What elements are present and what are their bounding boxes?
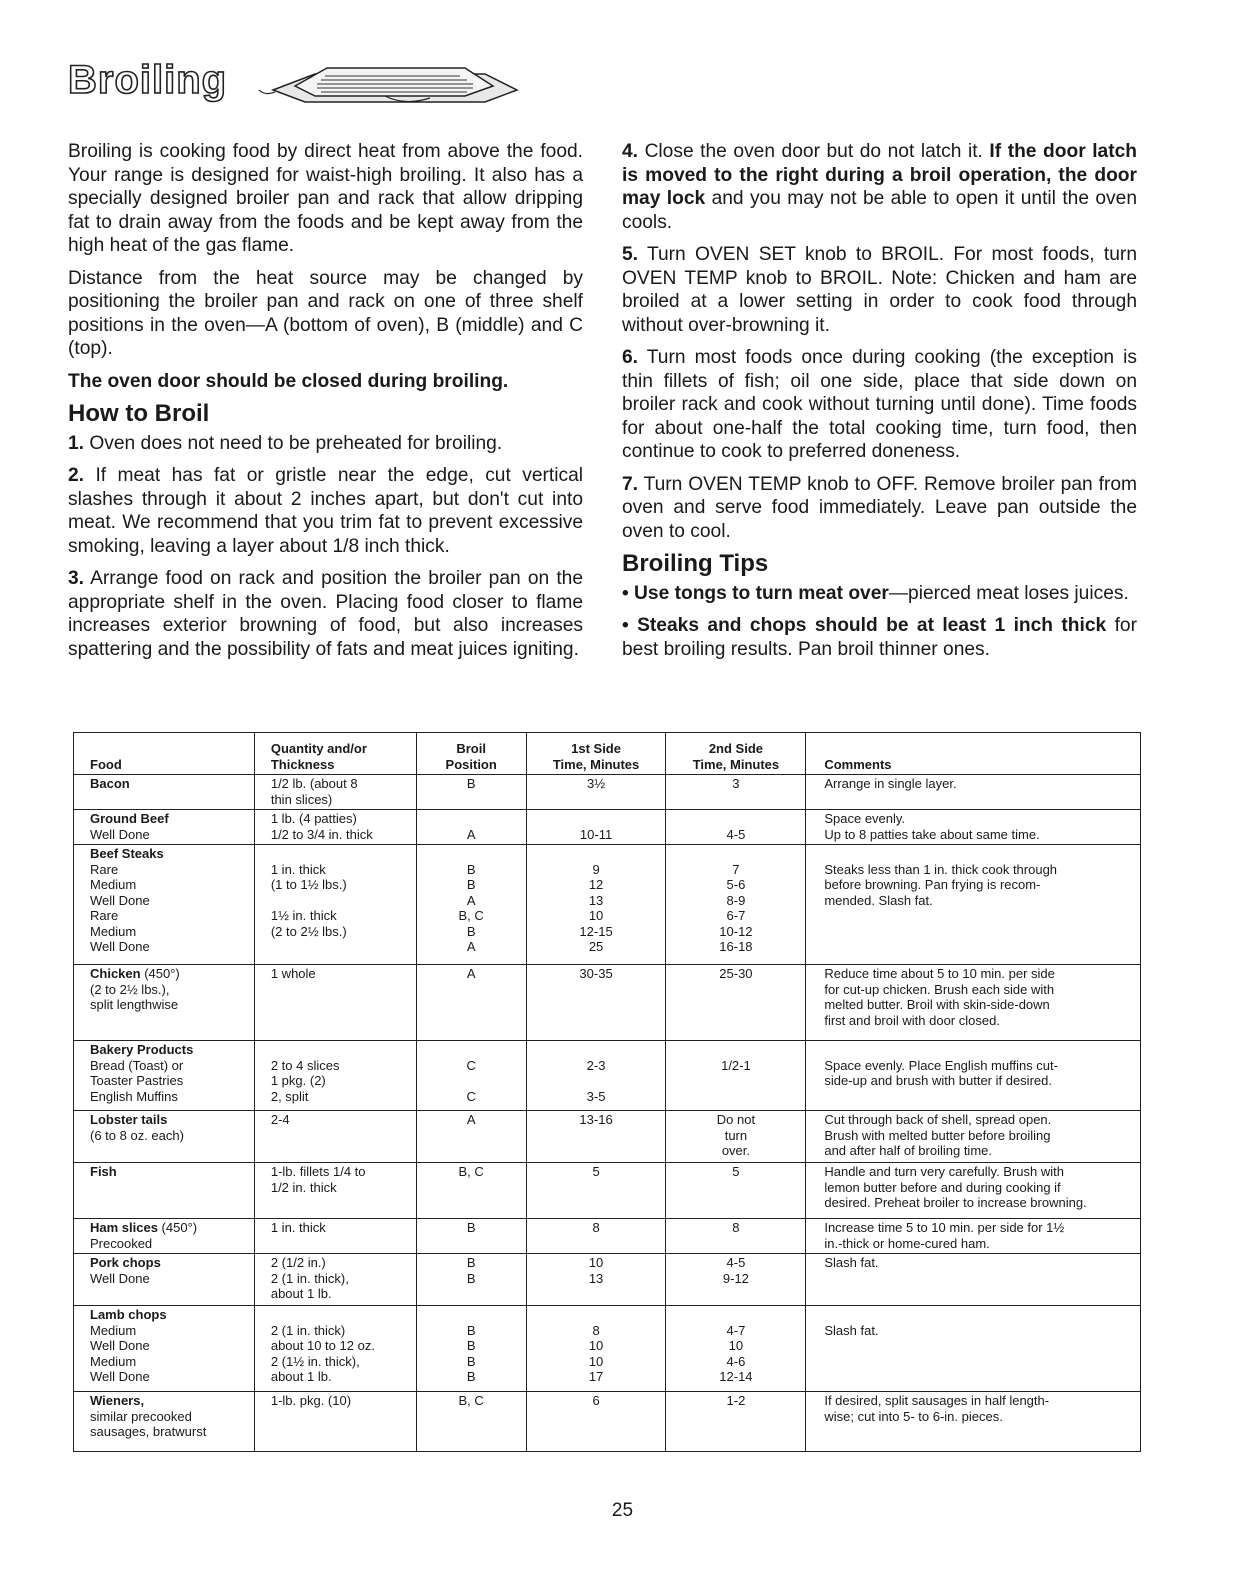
cell-food bbox=[74, 965, 255, 1041]
cell-first-side: 10 13 bbox=[526, 1254, 666, 1306]
cell-position: B B B B bbox=[416, 1306, 526, 1392]
cell-quantity: 1/2 lb. (about 8 thin slices) bbox=[254, 775, 416, 810]
food-detail: Well Done bbox=[90, 1270, 150, 1286]
cell-first-side: 8 10 10 17 bbox=[526, 1306, 666, 1392]
food-detail: Well Done bbox=[90, 826, 150, 842]
door-warning: The oven door should be closed during broiling. bbox=[68, 370, 509, 392]
cell-position: A bbox=[416, 965, 526, 1041]
table-row bbox=[74, 1392, 1141, 1452]
cell-first-side: 2-3 3-5 bbox=[526, 1041, 666, 1111]
step-text: and you may not be able to open it until the oven cools. bbox=[622, 188, 1137, 233]
cell-second-side: 25-30 bbox=[666, 965, 806, 1041]
cell-comments: Slash fat. bbox=[806, 1254, 1141, 1306]
cell-position: B, C bbox=[416, 1163, 526, 1219]
food-temp: (450°) bbox=[157, 1220, 198, 1235]
step-number: 5. bbox=[622, 244, 639, 265]
distance-paragraph: Distance from the heat source may be changed by positioning the broiler pan and rack on one of three shelf positions in the oven—A (bottom of oven), B (middle) and C (top). bbox=[68, 267, 583, 359]
cell-first-side: 30-35 bbox=[526, 965, 666, 1041]
table-row bbox=[74, 1306, 1141, 1392]
step-number: 6. bbox=[622, 347, 639, 368]
cell-first-side: 6 bbox=[526, 1392, 666, 1452]
step-number: 2. bbox=[68, 465, 85, 486]
tip-bold: • Steaks and chops should be at least 1 inch thick bbox=[622, 615, 1107, 636]
header-comments: Comments bbox=[806, 733, 1141, 775]
cell-position: A bbox=[416, 810, 526, 845]
cell-food bbox=[74, 1041, 255, 1111]
cell-quantity: 1 whole bbox=[254, 965, 416, 1041]
step-1 bbox=[68, 432, 583, 456]
step-4 bbox=[622, 140, 1137, 234]
food-detail: Precooked bbox=[90, 1235, 153, 1251]
food-name: Lamb chops bbox=[90, 1307, 167, 1322]
cell-second-side: 1/2-1 bbox=[666, 1041, 806, 1111]
table-row bbox=[74, 1163, 1141, 1219]
cell-comments: Increase time 5 to 10 min. per side for 1½ in.-thick or home-cured ham. bbox=[806, 1219, 1141, 1254]
cell-comments: If desired, split sausages in half length- wise; cut into 5- to 6-in. pieces. bbox=[806, 1392, 1141, 1452]
food-name: Wieners, bbox=[90, 1393, 145, 1408]
table-row bbox=[74, 775, 1141, 810]
food-detail: Rare Medium Well Done Rare Medium Well Done bbox=[90, 861, 150, 954]
table-row bbox=[74, 1111, 1141, 1163]
cell-position: B bbox=[416, 1219, 526, 1254]
step-number: 7. bbox=[622, 473, 639, 495]
step-text: If meat has fat or gristle near the edge, cut vertical slashes through it about 2 inches apart, but don't cut into meat. We recommend that you trim fat to prevent excessive smoking, leaving a layer about 1/8 inch thick. bbox=[68, 465, 583, 557]
cell-quantity: 2 (1/2 in.) 2 (1 in. thick), about 1 lb. bbox=[254, 1254, 416, 1306]
cell-food bbox=[74, 1219, 255, 1254]
food-detail: Bread (Toast) or Toaster Pastries English Muffins bbox=[90, 1057, 184, 1104]
header-quantity: Quantity and/or Thickness bbox=[254, 733, 416, 775]
table-body bbox=[74, 775, 1141, 1452]
cell-second-side: 7 5-6 8-9 6-7 10-12 16-18 bbox=[666, 845, 806, 965]
cell-comments: Cut through back of shell, spread open. Brush with melted butter before broiling and after half of broiling time. bbox=[806, 1111, 1141, 1163]
cell-second-side: 1-2 bbox=[666, 1392, 806, 1452]
tip-bold: • Use tongs to turn meat over bbox=[622, 582, 889, 604]
table-row bbox=[74, 810, 1141, 845]
step-text: Turn most foods once during cooking (the exception is thin fillets of fish; oil one side, place that side down on broiler rack and cook without turning until done). Time foods for about one-half the total cooking time, turn food, then continue to cook to preferred doneness. bbox=[622, 347, 1137, 462]
cell-quantity: 1-lb. pkg. (10) bbox=[254, 1392, 416, 1452]
broiling-tips-heading: Broiling Tips bbox=[622, 550, 769, 577]
food-name: Pork chops bbox=[90, 1255, 161, 1270]
cell-food bbox=[74, 1163, 255, 1219]
food-name: Ground Beef bbox=[90, 811, 169, 826]
header-first-side: 1st Side Time, Minutes bbox=[526, 733, 666, 775]
step-text: Turn OVEN SET knob to BROIL. For most foods, turn OVEN TEMP knob to BROIL. Note: Chicken and ham are broiled at a lower setting in order to cook food through without over-browning it. bbox=[622, 244, 1137, 336]
step-text: Oven does not need to be preheated for broiling. bbox=[84, 432, 503, 454]
left-column bbox=[68, 140, 583, 670]
cell-quantity: 1-lb. fillets 1/4 to 1/2 in. thick bbox=[254, 1163, 416, 1219]
table-row bbox=[74, 1041, 1141, 1111]
cell-first-side: 3½ bbox=[526, 775, 666, 810]
tip-text: —pierced meat loses juices. bbox=[888, 582, 1129, 604]
food-name: Chicken bbox=[90, 966, 141, 981]
step-text: Arrange food on rack and position the broiler pan on the appropriate shelf in the oven. Placing food closer to flame increases exterior browning of food, but also increases spattering and the possibility of fats and meat juices igniting. bbox=[68, 568, 583, 660]
food-detail: Medium Well Done Medium Well Done bbox=[90, 1322, 150, 1384]
cell-position: B bbox=[416, 775, 526, 810]
food-name: Ham slices bbox=[90, 1220, 158, 1235]
cell-food bbox=[74, 1392, 255, 1452]
cell-quantity: 1 lb. (4 patties) 1/2 to 3/4 in. thick bbox=[254, 810, 416, 845]
cell-position: C C bbox=[416, 1041, 526, 1111]
step-warning: If the door latch is moved to the right during a broil operation, the door may lock bbox=[622, 141, 1137, 209]
food-name: Bakery Products bbox=[90, 1042, 194, 1057]
cell-quantity: 2-4 bbox=[254, 1111, 416, 1163]
table-row bbox=[74, 845, 1141, 965]
step-number: 4. bbox=[622, 141, 639, 162]
table-header-row bbox=[74, 733, 1141, 775]
cell-second-side: 4-7 10 4-6 12-14 bbox=[666, 1306, 806, 1392]
tip-1 bbox=[622, 582, 1137, 606]
step-3 bbox=[68, 567, 583, 661]
cell-first-side: 9 12 13 10 12-15 25 bbox=[526, 845, 666, 965]
how-to-broil-heading: How to Broil bbox=[68, 400, 210, 427]
cell-quantity: 2 to 4 slices 1 pkg. (2) 2, split bbox=[254, 1041, 416, 1111]
cell-comments: Slash fat. bbox=[806, 1306, 1141, 1392]
cell-first-side: 13-16 bbox=[526, 1111, 666, 1163]
tip-2 bbox=[622, 614, 1137, 661]
table-row bbox=[74, 1219, 1141, 1254]
cell-quantity: 1 in. thick (1 to 1½ lbs.) 1½ in. thick (2 to 2½ lbs.) bbox=[254, 845, 416, 965]
step-number: 3. bbox=[68, 568, 85, 589]
cell-comments: Reduce time about 5 to 10 min. per side for cut-up chicken. Brush each side with melted butter. Broil with skin-side-down first and broil with door closed. bbox=[806, 965, 1141, 1041]
cell-comments: Space evenly. Place English muffins cut- side-up and brush with butter if desired. bbox=[806, 1041, 1141, 1111]
broiling-table bbox=[73, 732, 1141, 1452]
cell-position: B B bbox=[416, 1254, 526, 1306]
food-detail: (2 to 2½ lbs.), split lengthwise bbox=[90, 981, 179, 1012]
cell-food bbox=[74, 1306, 255, 1392]
cell-second-side: 8 bbox=[666, 1219, 806, 1254]
step-number: 1. bbox=[68, 432, 85, 454]
step-7 bbox=[622, 473, 1137, 544]
cell-quantity: 2 (1 in. thick) about 10 to 12 oz. 2 (1½ in. thick), about 1 lb. bbox=[254, 1306, 416, 1392]
cell-second-side: 3 bbox=[666, 775, 806, 810]
cell-second-side: 5 bbox=[666, 1163, 806, 1219]
cell-position: B B A B, C B A bbox=[416, 845, 526, 965]
intro-paragraph: Broiling is cooking food by direct heat from above the food. Your range is designed for waist-high broiling. It also has a specially designed broiler pan and rack that allow dripping fat to drain away from the foods and be kept away from the high heat of the gas flame. bbox=[68, 141, 583, 256]
cell-food bbox=[74, 1111, 255, 1163]
header-position: Broil Position bbox=[416, 733, 526, 775]
cell-first-side: 8 bbox=[526, 1219, 666, 1254]
tip-text: for best broiling results. Pan broil thinner ones. bbox=[622, 615, 1137, 660]
header-second-side: 2nd Side Time, Minutes bbox=[666, 733, 806, 775]
cell-second-side: 4-5 bbox=[666, 810, 806, 845]
page-number: 25 bbox=[611, 1500, 634, 1521]
food-detail: similar precooked sausages, bratwurst bbox=[90, 1408, 207, 1439]
step-text: Close the oven door but do not latch it. bbox=[638, 141, 990, 162]
cell-comments: Space evenly. Up to 8 patties take about same time. bbox=[806, 810, 1141, 845]
cell-first-side: 10-11 bbox=[526, 810, 666, 845]
step-2 bbox=[68, 464, 583, 558]
cell-food bbox=[74, 845, 255, 965]
step-5 bbox=[622, 243, 1137, 337]
table-row bbox=[74, 1254, 1141, 1306]
food-detail: (6 to 8 oz. each) bbox=[90, 1127, 184, 1143]
food-name: Fish bbox=[90, 1164, 117, 1179]
step-text: Turn OVEN TEMP knob to OFF. Remove broiler pan from oven and serve food immediately. Leave pan outside the oven to cool. bbox=[622, 473, 1137, 542]
cell-position: A bbox=[416, 1111, 526, 1163]
cell-comments: Arrange in single layer. bbox=[806, 775, 1141, 810]
step-6 bbox=[622, 346, 1137, 464]
cell-food bbox=[74, 1254, 255, 1306]
table-row bbox=[74, 965, 1141, 1041]
right-column bbox=[622, 140, 1137, 670]
cell-second-side: 4-5 9-12 bbox=[666, 1254, 806, 1306]
cell-position: B, C bbox=[416, 1392, 526, 1452]
cell-comments: Steaks less than 1 in. thick cook through before browning. Pan frying is recom- mended. Slash fat. bbox=[806, 845, 1141, 965]
cell-food bbox=[74, 775, 255, 810]
header-food: Food bbox=[74, 733, 255, 775]
food-name: Bacon bbox=[90, 776, 130, 791]
cell-first-side: 5 bbox=[526, 1163, 666, 1219]
broiler-pan-illustration bbox=[255, 56, 525, 106]
cell-second-side: Do not turn over. bbox=[666, 1111, 806, 1163]
cell-food bbox=[74, 810, 255, 845]
page-title: Broiling bbox=[68, 58, 228, 102]
food-temp: (450°) bbox=[140, 966, 180, 981]
food-name: Beef Steaks bbox=[90, 846, 164, 861]
cell-quantity: 1 in. thick bbox=[254, 1219, 416, 1254]
food-name: Lobster tails bbox=[90, 1112, 168, 1127]
cell-comments: Handle and turn very carefully. Brush with lemon butter before and during cooking if desired. Preheat broiler to increase browning. bbox=[806, 1163, 1141, 1219]
